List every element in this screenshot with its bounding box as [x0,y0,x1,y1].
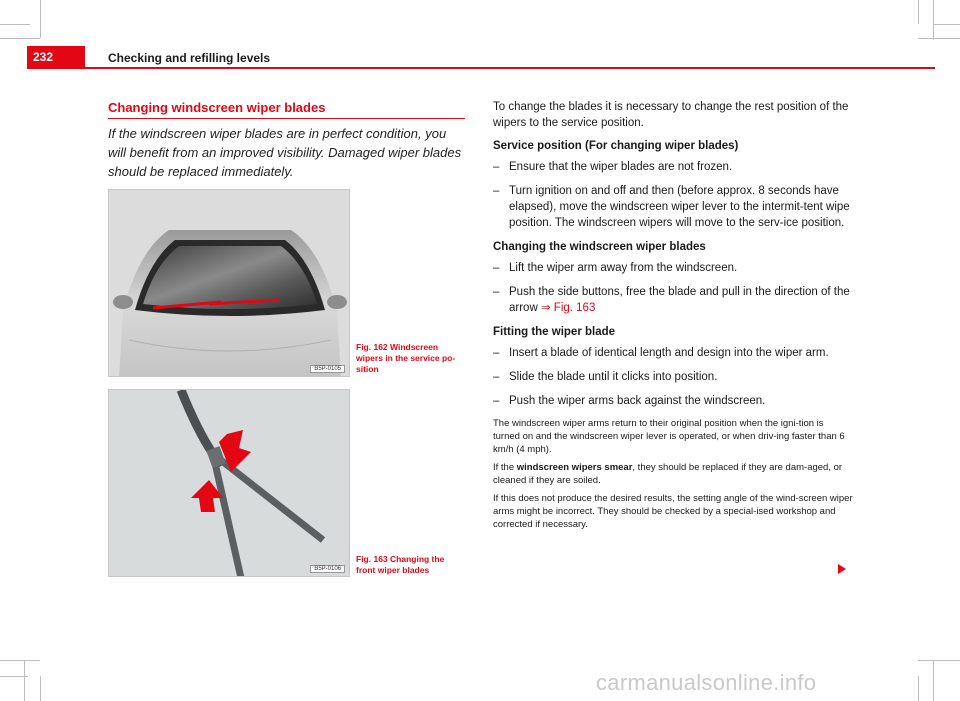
section-rule [108,118,465,119]
running-header: Checking and refilling levels [108,51,271,65]
crop-mark [40,676,41,701]
figure-162-image [108,189,350,377]
subheading-changing-blades: Changing the windscreen wiper blades [493,241,706,253]
section-title: Changing windscreen wiper blades [108,100,326,115]
right-column [493,99,853,536]
figure-code: B5P-0106 [310,565,345,573]
continue-arrow-icon [838,564,846,574]
note-paragraph: If the windscreen wipers smear, they should be replaced if they are dam-aged, or cleaned if they are soiled. [493,462,843,486]
note-paragraph: The windscreen wiper arms return to their original position when the igni-tion is turned on and the windscreen wiper lever is operated, or when driv-ing faster than 6 km/h (4 mph). [493,418,845,455]
crop-mark [24,660,25,701]
crop-mark [933,0,934,40]
crop-mark [0,24,30,25]
page-number: 232 [27,46,85,69]
crop-mark [918,676,919,701]
note-paragraph: If this does not produce the desired results, the setting angle of the wind-screen wiper arms might be incorrect. They should be checked by a special-ised workshop and corrected if necessary. [493,493,853,530]
crop-mark [933,660,934,701]
crop-mark [40,0,41,38]
header-rule [27,67,935,69]
crop-mark [918,660,960,661]
crop-mark [0,38,40,39]
figure-163-link[interactable]: ⇒ Fig. 163 [540,302,596,314]
crop-mark [918,38,960,39]
list-item: – Insert a blade of identical length and design into the wiper arm. [493,347,829,359]
figure-code: B5P-0105 [310,365,345,373]
body-paragraph: To change the blades it is necessary to change the rest position of the wipers to the service position. [493,101,849,129]
wiper-blade-illustration [109,390,350,577]
list-item: – Push the wiper arms back against the windscreen. [493,395,766,407]
list-item: – Push the side buttons, free the blade and pull in the direction of the arrow ⇒ Fig. 163 [493,286,850,314]
watermark: carmanualsonline.info [596,670,817,695]
crop-mark [918,0,919,24]
figure-163-caption: Fig. 163 Changing the front wiper blades [356,554,445,575]
car-windscreen-illustration [109,190,350,377]
crop-mark [0,676,28,677]
list-item: – Slide the blade until it clicks into position. [493,371,718,383]
list-item: – Ensure that the wiper blades are not frozen. [493,161,733,173]
crop-mark [0,660,40,661]
crop-mark [933,24,960,25]
list-item: – Lift the wiper arm away from the windscreen. [493,262,738,274]
figure-162-caption: Fig. 162 Windscreen wipers in the service po-sition [356,342,456,374]
figure-163-image [108,389,350,577]
section-intro: If the windscreen wiper blades are in perfect condition, you will benefit from an improved visibility. Damaged wiper blades should be replaced immediately. [108,126,462,179]
subheading-service-position: Service position (For changing wiper blades) [493,140,739,152]
subheading-fitting-blade: Fitting the wiper blade [493,326,616,338]
list-item: – Turn ignition on and off and then (before approx. 8 seconds have elapsed), move the windscreen wiper lever to the intermit-tent wipe position. The windscreen wipers will move to the serv-ice position. [493,185,850,229]
